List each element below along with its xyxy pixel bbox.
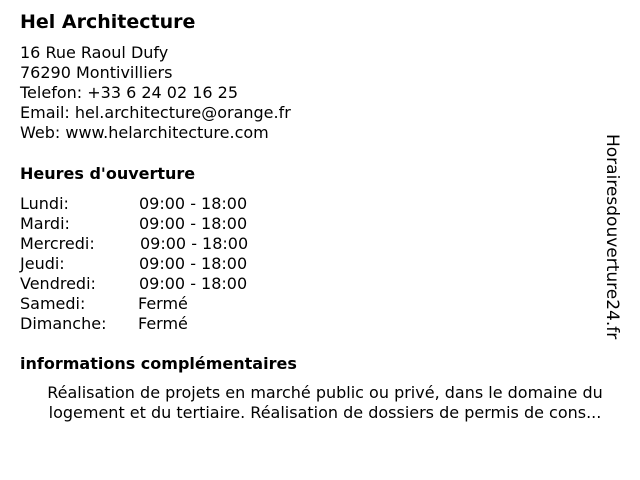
site-watermark (588, 134, 632, 344)
day-label: Vendredi: (20, 274, 96, 293)
hours-row-saturday (20, 294, 280, 314)
day-label: Mercredi: (20, 234, 95, 253)
hours-row-sunday (20, 314, 280, 334)
day-label: Lundi: (20, 194, 69, 213)
contact-block (20, 43, 291, 143)
watermark-text: Horairesdouverture24.fr (602, 134, 622, 340)
day-label: Jeudi: (20, 254, 65, 273)
description-line: Réalisation de projets en marché public ou privé, dans le domaine du (47, 383, 603, 402)
city-postcode: 76290 Montivilliers (20, 63, 173, 82)
time-value: 09:00 - 18:00 (140, 234, 249, 253)
hours-row-monday (20, 194, 280, 214)
hours-row-thursday (20, 254, 280, 274)
street-address: 16 Rue Raoul Dufy (20, 43, 169, 62)
website[interactable]: Web: www.helarchitecture.com (20, 123, 269, 142)
email-address[interactable]: Email: hel.architecture@orange.fr (20, 103, 291, 122)
time-value: Fermé (138, 294, 188, 313)
opening-hours-heading: Heures d'ouverture (20, 164, 196, 183)
day-label: Dimanche: (20, 314, 107, 333)
time-value: Fermé (138, 314, 188, 333)
opening-hours-list (20, 194, 280, 334)
hours-row-wednesday (20, 234, 280, 254)
business-description (20, 383, 630, 423)
business-name: Hel Architecture (20, 11, 196, 33)
time-value: 09:00 - 18:00 (139, 194, 248, 213)
time-value: 09:00 - 18:00 (139, 274, 248, 293)
hours-row-tuesday (20, 214, 280, 234)
time-value: 09:00 - 18:00 (139, 214, 248, 233)
day-label: Samedi: (20, 294, 86, 313)
time-value: 09:00 - 18:00 (139, 254, 248, 273)
hours-row-friday (20, 274, 280, 294)
phone-number[interactable]: Telefon: +33 6 24 02 16 25 (20, 83, 239, 102)
additional-info-heading: informations complémentaires (20, 354, 297, 373)
description-line: logement et du tertiaire. Réalisation de dossiers de permis de cons... (48, 403, 602, 422)
day-label: Mardi: (20, 214, 70, 233)
